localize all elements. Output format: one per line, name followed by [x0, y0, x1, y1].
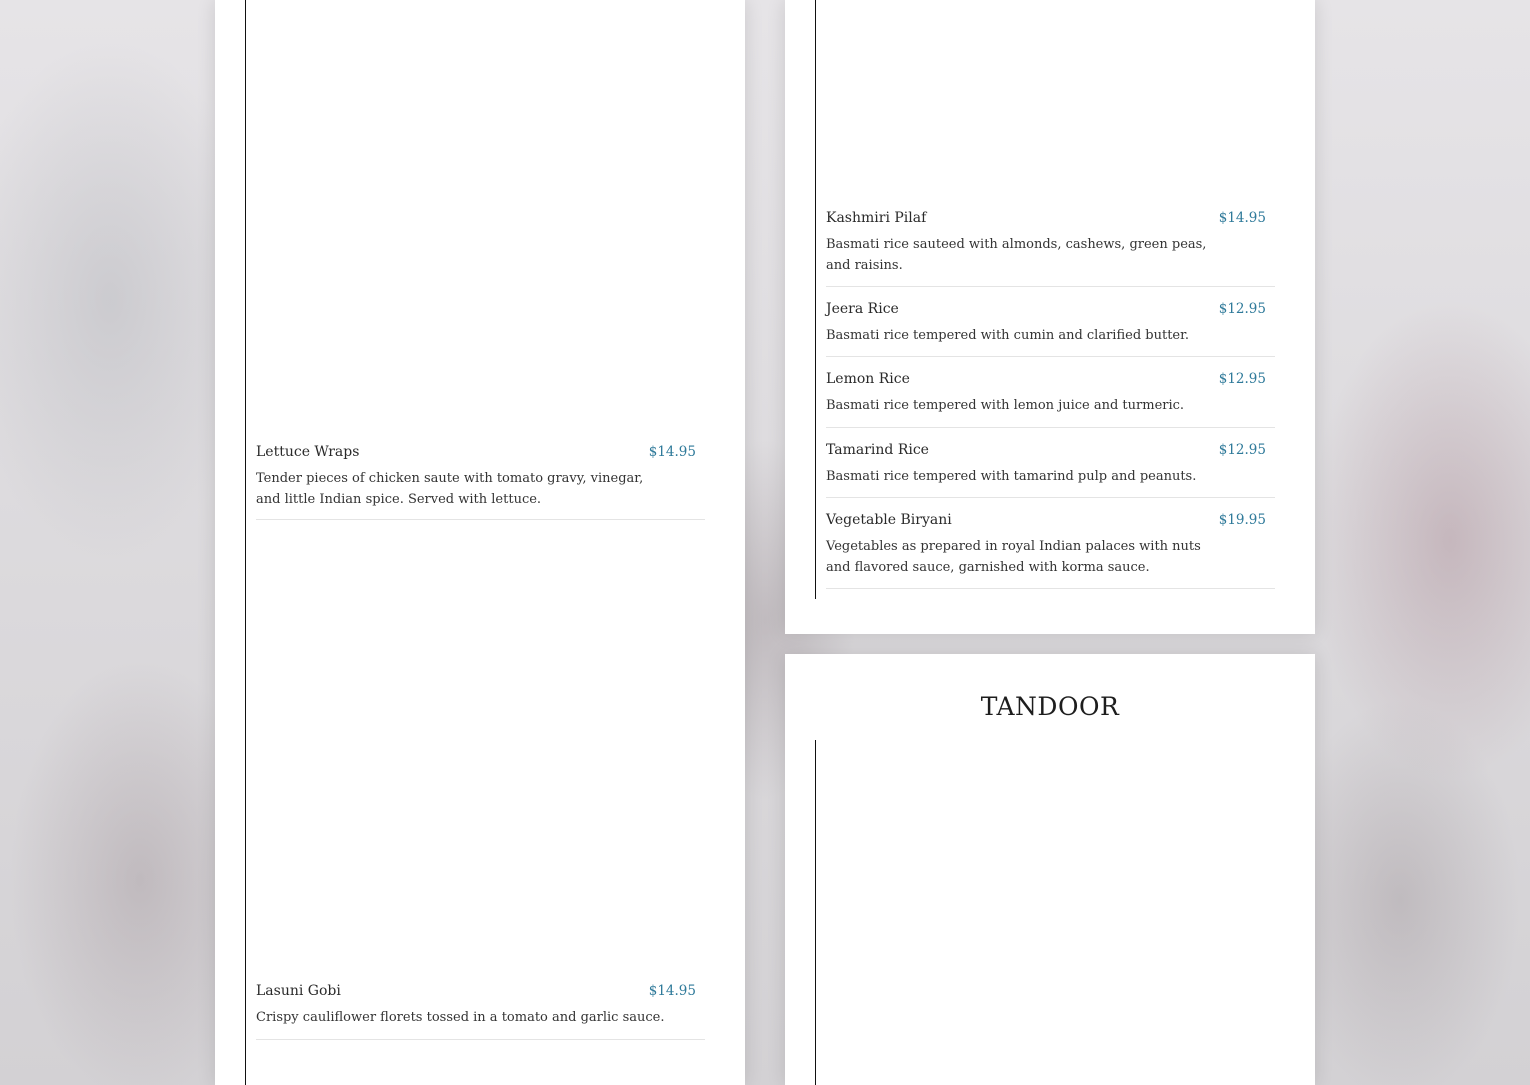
section-vertical-rule: [815, 0, 816, 599]
menu-item-description: Basmati rice sauteed with almonds, cashews, green peas, and raisins.: [826, 237, 1207, 273]
section-title: TANDOOR: [980, 692, 1120, 721]
menu-item-name: Lemon Rice: [826, 371, 910, 387]
menu-panel-left: [215, 0, 745, 1085]
menu-item-description: Vegetables as prepared in royal Indian palaces with nuts and flavored sauce, garnished with korma sauce.: [826, 539, 1201, 575]
menu-item-lettuce-wraps: [256, 443, 705, 520]
menu-panel-tandoor: [785, 654, 1315, 1085]
menu-item-price: $14.95: [648, 983, 696, 999]
menu-item-price: $12.95: [1218, 442, 1266, 458]
section-vertical-rule: [245, 0, 246, 1085]
menu-item-name: Lasuni Gobi: [256, 983, 341, 999]
menu-panel-rice: [785, 0, 1315, 634]
menu-item-name: Jeera Rice: [826, 301, 899, 317]
menu-item-description: Crispy cauliflower florets tossed in a tomato and garlic sauce.: [256, 1010, 665, 1025]
menu-item-price: $14.95: [1218, 210, 1266, 226]
section-vertical-rule: [815, 740, 816, 1085]
menu-item-description: Basmati rice tempered with cumin and clarified butter.: [826, 328, 1190, 343]
menu-item-name: Kashmiri Pilaf: [826, 210, 927, 226]
menu-item-description: Tender pieces of chicken saute with tomato gravy, vinegar, and little Indian spice. Served with lettuce.: [256, 471, 644, 507]
menu-item-name: Vegetable Biryani: [826, 512, 952, 528]
menu-item-price: $12.95: [1218, 301, 1266, 317]
menu-item-vegetable-biryani: [826, 511, 1275, 589]
menu-item-jeera-rice: [826, 300, 1275, 357]
menu-item-price: $14.95: [648, 444, 696, 460]
menu-item-price: $12.95: [1218, 371, 1266, 387]
menu-item-tamarind-rice: [826, 441, 1275, 498]
menu-item-name: Lettuce Wraps: [256, 444, 360, 460]
menu-item-price: $19.95: [1218, 512, 1266, 528]
menu-item-kashmiri-pilaf: [826, 209, 1275, 287]
menu-item-lemon-rice: [826, 370, 1275, 428]
menu-item-description: Basmati rice tempered with lemon juice and turmeric.: [826, 398, 1185, 413]
menu-item-lasuni-gobi: [256, 982, 705, 1040]
menu-item-description: Basmati rice tempered with tamarind pulp and peanuts.: [826, 469, 1197, 484]
menu-item-name: Tamarind Rice: [826, 442, 929, 458]
